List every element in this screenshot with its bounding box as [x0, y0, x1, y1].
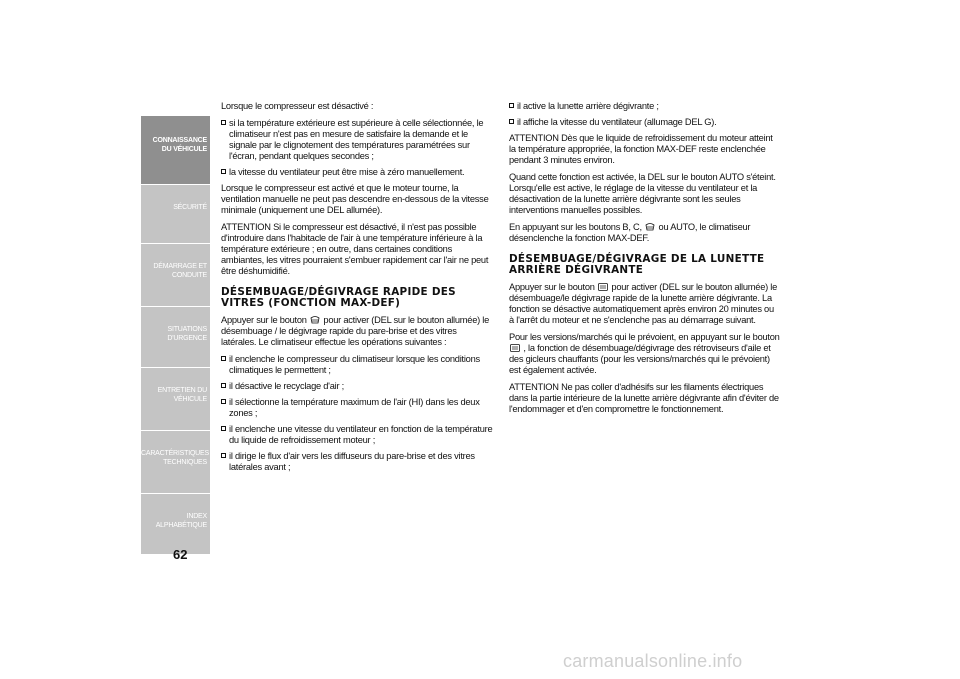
chapter-sidebar — [141, 116, 210, 554]
bullet-item: il sélectionne la température maximum de l'air (HI) dans les deux zones ; — [221, 397, 493, 419]
rear-window-defrost-icon — [598, 283, 608, 291]
tab-caracteristiques-techniques[interactable] — [141, 430, 210, 493]
paragraph: Lorsque le compresseur est désactivé : — [221, 101, 374, 111]
section-heading: DÉSEMBUAGE/DÉGIVRAGE RAPIDE DES VITRES (FONCTION MAX-DEF) — [221, 286, 456, 309]
paragraph: Lorsque le compresseur est activé et que le moteur tourne, la ventilation manuelle ne peut pas descendre en-dessous de la vitesse minimale (uniquement une DEL allumée). — [221, 183, 489, 215]
checkbox-bullet-icon — [221, 120, 226, 125]
tab-index-alphabetique[interactable] — [141, 493, 210, 554]
right-column — [509, 101, 781, 421]
tab-connaissance-vehicule[interactable] — [141, 116, 210, 184]
tab-situations-urgence[interactable] — [141, 306, 210, 367]
warning-paragraph: ATTENTION Dès que le liquide de refroidissement du moteur atteint la température appropriée, la fonction MAX-DEF reste enclenchée pendant 3 minutes environ. — [509, 133, 773, 165]
section-heading: DÉSEMBUAGE/DÉGIVRAGE DE LA LUNETTE ARRIÈRE DÉGIVRANTE — [509, 253, 765, 276]
checkbox-bullet-icon — [509, 119, 514, 124]
tab-label: INDEX ALPHABÉTIQUE — [155, 513, 207, 529]
tab-entretien-vehicule[interactable] — [141, 367, 210, 430]
windshield-defrost-icon — [645, 223, 655, 231]
bullet-item: la vitesse du ventilateur peut être mise à zéro manuellement. — [221, 167, 493, 178]
bullet-item: il affiche la vitesse du ventilateur (allumage DEL G). — [509, 117, 781, 128]
watermark: carmanualsonline.info — [563, 651, 743, 671]
checkbox-bullet-icon — [221, 453, 226, 458]
checkbox-bullet-icon — [509, 103, 514, 108]
bullet-item: il désactive le recyclage d'air ; — [221, 381, 493, 392]
warning-paragraph: ATTENTION Si le compresseur est désactivé, il n'est pas possible d'introduire dans l'habitacle de l'air à une température inférieure à la température extérieure ; en outre, dans certaines conditions ambiantes, les vitres pourraient s'embuer rapidement car l'air ne peut être déshumidifié. — [221, 222, 489, 276]
checkbox-bullet-icon — [221, 356, 226, 361]
checkbox-bullet-icon — [221, 169, 226, 174]
bullet-item: si la température extérieure est supérieure à celle sélectionnée, le climatiseur n'est pas en mesure de satisfaire la demande et le signale par le clignotement des températures paramétrées sur l'écran, pendant quelques secondes ; — [221, 118, 493, 162]
left-column — [221, 101, 493, 478]
rear-window-defrost-icon — [510, 344, 520, 352]
tab-label: DÉMARRAGE ET CONDUITE — [153, 263, 207, 279]
tab-label: SÉCURITÉ — [173, 204, 207, 211]
paragraph: Appuyer sur le bouton pour activer (DEL sur le bouton allumée) le désembuage/le dégivrage rapide de la lunette arrière dégivrante. La fonction se désactive automatiquement après environ 20 minutes ou à l'arrêt du moteur et ne s'enclenche pas au démarrage suivant. — [509, 282, 778, 325]
tab-label: CONNAISSANCE DU VÉHICULE — [152, 137, 207, 153]
paragraph: Pour les versions/marchés qui le prévoient, en appuyant sur le bouton , la fonction de désembuage/dégivrage des rétroviseurs d'aile et des gicleurs chauffants (pour les versions/marchés qui le prévoient) est également activée. — [509, 332, 780, 375]
tab-label: SITUATIONS D'URGENCE — [167, 326, 207, 342]
paragraph: En appuyant sur les boutons B, C, ou AUTO, le climatiseur désenclenche la fonction MAX-DEF. — [509, 222, 751, 243]
paragraph: Quand cette fonction est activée, la DEL sur le bouton AUTO s'éteint. Lorsqu'elle est active, le réglage de la vitesse du ventilateur et la désactivation de la lunette arrière dégivrante sont les seules interventions manuelles possibles. — [509, 172, 776, 215]
checkbox-bullet-icon — [221, 399, 226, 404]
checkbox-bullet-icon — [221, 383, 226, 388]
bullet-item: il enclenche une vitesse du ventilateur en fonction de la température du liquide de refroidissement moteur ; — [221, 424, 493, 446]
warning-paragraph: ATTENTION Ne pas coller d'adhésifs sur les filaments électriques dans la partie intérieure de la lunette arrière dégivrante afin d'éviter de l'endommager et d'en compromettre le fonctionnement. — [509, 382, 779, 414]
windshield-defrost-icon — [310, 316, 320, 324]
tab-demarrage-conduite[interactable] — [141, 243, 210, 306]
paragraph: Appuyer sur le bouton pour activer (DEL sur le bouton allumée) le désembuage / le dégivrage rapide du pare-brise et des vitres latérales. Le climatiseur effectue les opérations suivantes : — [221, 315, 490, 347]
bullet-item: il enclenche le compresseur du climatiseur lorsque les conditions climatiques le permettent ; — [221, 354, 493, 376]
tab-label: ENTRETIEN DU VÉHICULE — [157, 387, 207, 403]
bullet-item: il active la lunette arrière dégivrante ; — [509, 101, 781, 112]
checkbox-bullet-icon — [221, 426, 226, 431]
page-number: 62 — [173, 547, 188, 562]
tab-securite[interactable] — [141, 184, 210, 243]
tab-label: CARACTÉRISTIQUES TECHNIQUES — [141, 450, 209, 466]
bullet-item: il dirige le flux d'air vers les diffuseurs du pare-brise et des vitres latérales avant ; — [221, 451, 493, 473]
